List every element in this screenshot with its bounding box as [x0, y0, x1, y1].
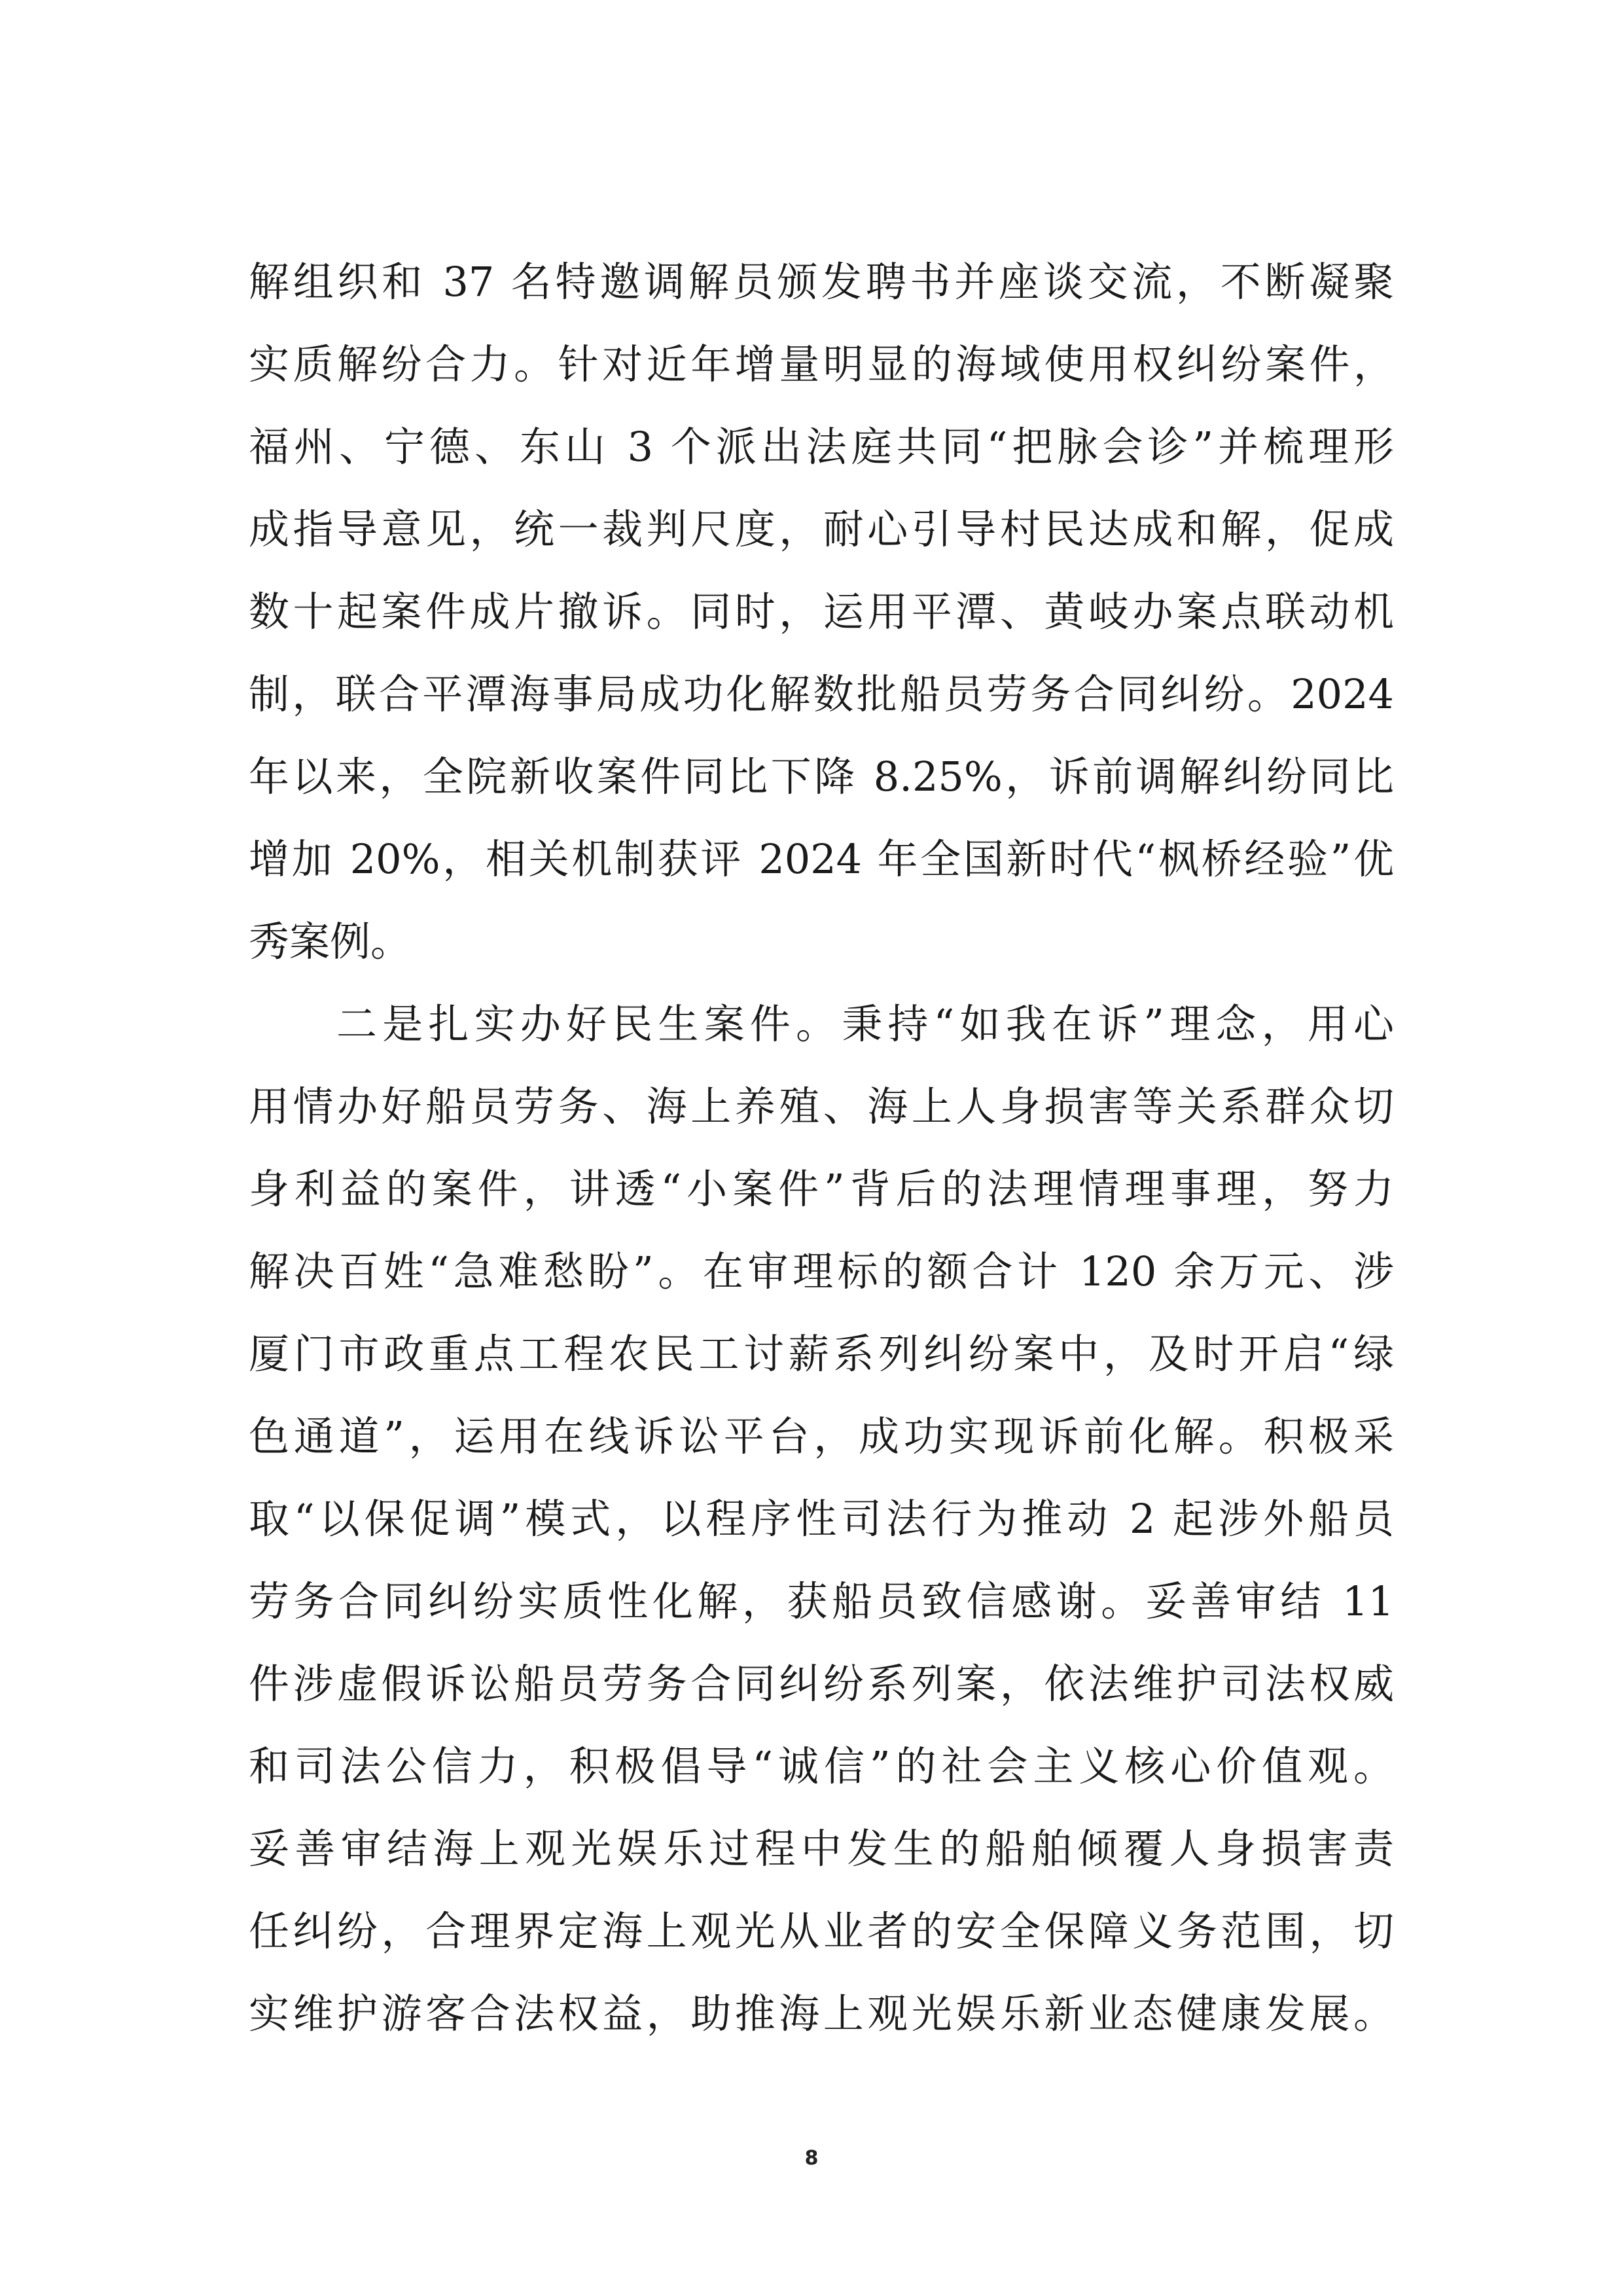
- text-line: 解组织和 37 名特邀调解员颁发聘书并座谈交流，不断凝聚: [249, 258, 1394, 306]
- text-line: 色通道”，运用在线诉讼平台，成功实现诉前化解。积极采: [249, 1412, 1394, 1460]
- text-line: 身利益的案件，讲透“小案件”背后的法理情理事理，努力: [249, 1165, 1394, 1213]
- text-line: 取“以保促调”模式，以程序性司法行为推动 2 起涉外船员: [249, 1495, 1394, 1543]
- text-line: 任纠纷，合理界定海上观光从业者的安全保障义务范围，切: [249, 1907, 1394, 1955]
- text-line: 妥善审结海上观光娱乐过程中发生的船舶倾覆人身损害责: [249, 1825, 1394, 1873]
- text-line: 用情办好船员劳务、海上养殖、海上人身损害等关系群众切: [249, 1083, 1394, 1130]
- text-line: 二是扎实办好民生案件。秉持“如我在诉”理念，用心: [336, 1000, 1394, 1048]
- text-line: 秀案例。: [249, 918, 412, 965]
- paragraph-mediation: [249, 241, 1394, 983]
- text-line: 厦门市政重点工程农民工讨薪系列纠纷案中，及时开启“绿: [249, 1330, 1394, 1378]
- text-line: 数十起案件成片撤诉。同时，运用平潭、黄岐办案点联动机: [249, 588, 1394, 636]
- text-line: 成指导意见，统一裁判尺度，耐心引导村民达成和解，促成: [249, 505, 1394, 553]
- text-line: 制，联合平潭海事局成功化解数批船员劳务合同纠纷。2024: [249, 670, 1394, 718]
- text-line: 解决百姓“急难愁盼”。在审理标的额合计 120 余万元、涉: [249, 1247, 1394, 1295]
- text-line: 和司法公信力，积极倡导“诚信”的社会主义核心价值观。: [249, 1742, 1394, 1790]
- text-line: 福州、宁德、东山 3 个派出法庭共同“把脉会诊”并梳理形: [249, 423, 1394, 471]
- paragraph-livelihood-cases: [249, 983, 1394, 2055]
- text-line: 劳务合同纠纷实质性化解，获船员致信感谢。妥善审结 11: [249, 1577, 1394, 1625]
- text-line: 实质解纷合力。针对近年增量明显的海域使用权纠纷案件，: [249, 340, 1394, 388]
- text-line: 件涉虚假诉讼船员劳务合同纠纷系列案，依法维护司法权威: [249, 1660, 1394, 1708]
- text-line: 增加 20%，相关机制获评 2024 年全国新时代“枫桥经验”优: [249, 835, 1394, 883]
- document-body: [249, 241, 1394, 2055]
- page-number: 8: [804, 2147, 819, 2170]
- text-line: 年以来，全院新收案件同比下降 8.25%，诉前调解纠纷同比: [249, 753, 1394, 800]
- text-line: 实维护游客合法权益，助推海上观光娱乐新业态健康发展。: [249, 1990, 1394, 2037]
